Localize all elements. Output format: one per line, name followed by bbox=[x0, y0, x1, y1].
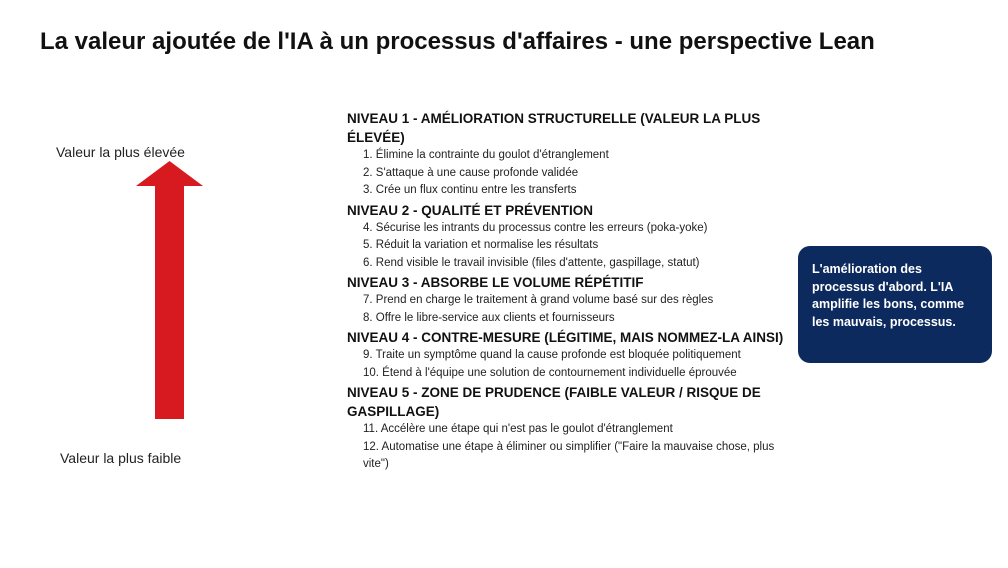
level-3-heading: NIVEAU 3 - ABSORBE LE VOLUME RÉPÉTITIF bbox=[347, 275, 644, 290]
level-item: 3. Crée un flux continu entre les transferts bbox=[363, 184, 577, 196]
key-message-text: L'amélioration des processus d'abord. L'IA amplifie les bons, comme les mauvais, processus. bbox=[812, 262, 965, 329]
level-item: 8. Offre le libre-service aux clients et fournisseurs bbox=[363, 311, 615, 324]
level-item: 10. Étend à l'équipe une solution de contournement individuelle éprouvée bbox=[363, 366, 737, 379]
level-2-heading: NIVEAU 2 - QUALITÉ ET PRÉVENTION bbox=[347, 202, 594, 218]
level-item: 9. Traite un symptôme quand la cause profonde est bloquée politiquement bbox=[363, 349, 741, 361]
level-item: 2. S'attaque à une cause profonde validée bbox=[363, 166, 579, 179]
page-title: La valeur ajoutée de l'IA à un processus d'affaires - une perspective Lean bbox=[40, 28, 875, 55]
level-1 bbox=[347, 109, 799, 200]
level-2 bbox=[347, 201, 799, 273]
lowest-value-label: Valeur la plus faible bbox=[60, 450, 182, 466]
level-item: 1. Élimine la contrainte du goulot d'étranglement bbox=[363, 149, 609, 161]
level-5-heading: NIVEAU 5 - ZONE DE PRUDENCE (FAIBLE VALEUR / RISQUE DE GASPILLAGE) bbox=[347, 385, 761, 419]
level-5 bbox=[347, 383, 799, 474]
level-4 bbox=[347, 328, 799, 382]
level-3 bbox=[347, 273, 799, 327]
level-item: 6. Rend visible le travail invisible (files d'attente, gaspillage, statut) bbox=[363, 256, 700, 269]
up-arrow-icon bbox=[136, 161, 203, 419]
level-item: 4. Sécurise les intrants du processus contre les erreurs (poka-yoke) bbox=[363, 221, 708, 234]
level-4-heading: NIVEAU 4 - CONTRE-MESURE (LÉGITIME, MAIS NOMMEZ-LA AINSI) bbox=[347, 330, 784, 345]
highest-value-label: Valeur la plus élevée bbox=[56, 144, 185, 160]
levels-list bbox=[347, 109, 799, 475]
key-message-callout bbox=[798, 246, 992, 363]
level-item: 7. Prend en charge le traitement à grand volume basé sur des règles bbox=[363, 294, 714, 306]
level-item: 5. Réduit la variation et normalise les résultats bbox=[363, 239, 599, 251]
level-1-heading: NIVEAU 1 - AMÉLIORATION STRUCTURELLE (VALEUR LA PLUS ÉLEVÉE) bbox=[347, 111, 761, 145]
level-item: 11. Accélère une étape qui n'est pas le goulot d'étranglement bbox=[363, 423, 673, 435]
level-item: 12. Automatise une étape à éliminer ou simplifier ("Faire la mauvaise chose, plus vite") bbox=[363, 440, 775, 470]
